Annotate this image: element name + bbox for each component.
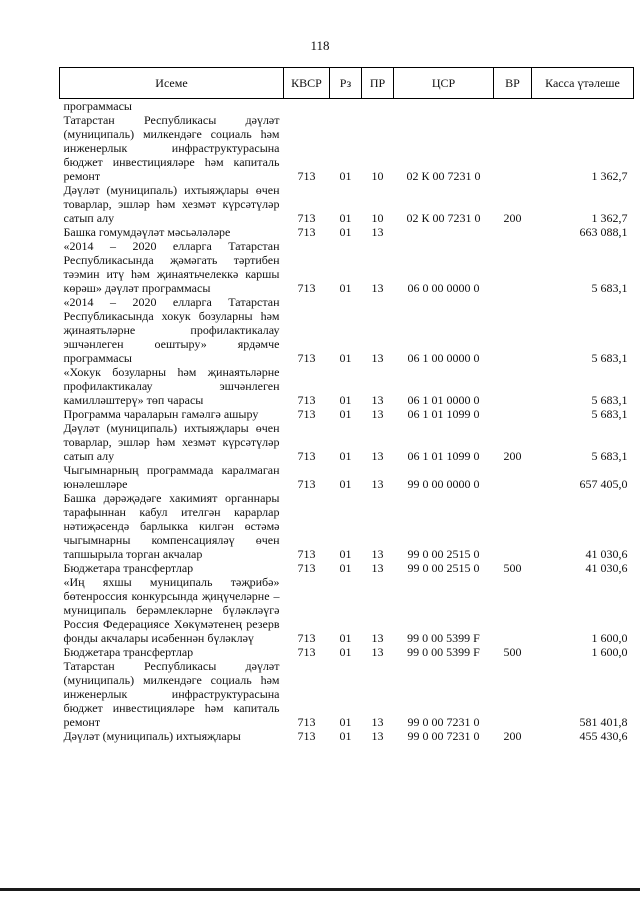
cell-pr bbox=[362, 99, 394, 114]
cell-csr: 06 0 00 0000 0 bbox=[407, 281, 480, 295]
cell-pr: 13 bbox=[371, 547, 384, 561]
table-header-row bbox=[60, 68, 634, 99]
table-row bbox=[60, 239, 634, 295]
cell-csr bbox=[394, 99, 494, 114]
cell-name: Дәүләт (муниципаль) ихтыяҗлары өчен товарлар, эшләр һәм хезмәт күрсәтүләр сатып алу bbox=[63, 183, 280, 225]
cell-csr: 06 1 01 1099 0 bbox=[407, 407, 480, 421]
cell-amount: 1 362,7 bbox=[591, 169, 628, 183]
table-row bbox=[60, 407, 634, 421]
cell-csr bbox=[394, 225, 494, 239]
cell-amount: 1 362,7 bbox=[591, 211, 628, 225]
cell-rz: 01 bbox=[339, 645, 352, 659]
cell-rz: 01 bbox=[339, 561, 352, 575]
cell-csr: 02 К 00 7231 0 bbox=[406, 169, 481, 183]
cell-pr: 13 bbox=[371, 407, 384, 421]
cell-rz: 01 bbox=[339, 407, 352, 421]
table-row bbox=[60, 729, 634, 743]
cell-csr: 99 0 00 5399 F bbox=[407, 645, 480, 659]
cell-kvsr: 713 bbox=[297, 449, 316, 463]
header-kvsr: КВСР bbox=[284, 68, 330, 99]
cell-kvsr: 713 bbox=[297, 225, 316, 239]
cell-kvsr: 713 bbox=[297, 561, 316, 575]
cell-amount bbox=[532, 99, 634, 114]
table-row bbox=[60, 295, 634, 365]
cell-name: Бюджетара трансфертлар bbox=[63, 561, 194, 575]
cell-amount: 1 600,0 bbox=[591, 645, 628, 659]
cell-name: Дәүләт (муниципаль) ихтыяҗлары bbox=[63, 729, 241, 743]
cell-csr: 06 1 00 0000 0 bbox=[407, 351, 480, 365]
header-vr: ВР bbox=[494, 68, 532, 99]
cell-csr: 99 0 00 7231 0 bbox=[407, 715, 480, 729]
cell-pr: 13 bbox=[371, 393, 384, 407]
cell-pr: 13 bbox=[371, 645, 384, 659]
cell-pr: 13 bbox=[371, 281, 384, 295]
cell-kvsr: 713 bbox=[297, 477, 316, 491]
cell-pr: 13 bbox=[371, 225, 384, 239]
cell-name: «2014 – 2020 елларга Татарстан Республикасында җәмәгать тәртибен тәэмин итү һәм җинаятьчелеккә каршы көрәш» дәүләт программасы bbox=[63, 239, 280, 295]
cell-kvsr: 713 bbox=[297, 211, 316, 225]
cell-rz: 01 bbox=[339, 729, 352, 743]
cell-pr: 10 bbox=[371, 211, 384, 225]
cell-kvsr: 713 bbox=[297, 393, 316, 407]
cell-name: «Хокук бозуларны һәм җинаятьләрне профилактикалау эшчәнлеген камилләштерү» төп чарасы bbox=[63, 365, 280, 407]
cell-kvsr: 713 bbox=[297, 351, 316, 365]
cell-pr: 13 bbox=[371, 477, 384, 491]
cell-kvsr bbox=[284, 99, 330, 114]
cell-rz: 01 bbox=[339, 477, 352, 491]
cell-vr: 500 bbox=[503, 561, 522, 575]
table-row bbox=[60, 645, 634, 659]
cell-pr: 13 bbox=[371, 561, 384, 575]
cell-amount: 5 683,1 bbox=[591, 407, 628, 421]
table-row bbox=[60, 463, 634, 491]
cell-kvsr: 713 bbox=[297, 169, 316, 183]
cell-amount: 41 030,6 bbox=[585, 547, 628, 561]
cell-kvsr: 713 bbox=[297, 547, 316, 561]
cell-kvsr: 713 bbox=[297, 645, 316, 659]
cell-amount: 455 430,6 bbox=[579, 729, 628, 743]
cell-rz bbox=[330, 99, 362, 114]
cell-rz: 01 bbox=[339, 715, 352, 729]
cell-name: «2014 – 2020 елларга Татарстан Республикасында хокук бозуларны һәм җинаятьләрне профилактикалау эшчәнлеген оештыру» ярдәмче программасы bbox=[63, 295, 280, 365]
budget-table bbox=[59, 67, 634, 743]
cell-rz: 01 bbox=[339, 449, 352, 463]
cell-rz: 01 bbox=[339, 225, 352, 239]
cell-amount: 581 401,8 bbox=[579, 715, 628, 729]
header-rz: Рз bbox=[330, 68, 362, 99]
cell-kvsr: 713 bbox=[297, 281, 316, 295]
cell-vr: 500 bbox=[503, 645, 522, 659]
cell-rz: 01 bbox=[339, 351, 352, 365]
header-csr: ЦСР bbox=[394, 68, 494, 99]
cell-csr: 99 0 00 0000 0 bbox=[407, 477, 480, 491]
cell-pr: 13 bbox=[371, 729, 384, 743]
cell-name: «Иң яхшы муниципаль тәҗрибә» бөтенроссия конкурсында җиңүчеләрне – муниципаль берәмлекләрне бүләкләүгә Россия Федерациясе Хөкүмәтенең резерв фонды акчалары исәбеннән бүләкләү bbox=[63, 575, 280, 645]
cell-name: Татарстан Республикасы дәүләт (муниципаль) милкендәге социаль һәм инженерлык инфраструктурасына бюджет инвестицияләре һәм капиталь ремонт bbox=[63, 659, 280, 729]
table-row bbox=[60, 113, 634, 183]
cell-amount: 657 405,0 bbox=[579, 477, 628, 491]
cell-name: Бюджетара трансфертлар bbox=[63, 645, 194, 659]
cell-csr: 99 0 00 7231 0 bbox=[407, 729, 480, 743]
cell-name: Татарстан Республикасы дәүләт (муниципаль) милкендәге социаль һәм инженерлык инфраструктурасына бюджет инвестицияләре һәм капиталь ремонт bbox=[63, 113, 280, 183]
table-row bbox=[60, 365, 634, 407]
cell-kvsr: 713 bbox=[297, 407, 316, 421]
cell-rz: 01 bbox=[339, 169, 352, 183]
cell-vr bbox=[494, 575, 532, 645]
table-row bbox=[60, 659, 634, 729]
cell-vr bbox=[494, 365, 532, 407]
table-row bbox=[60, 561, 634, 575]
cell-rz: 01 bbox=[339, 631, 352, 645]
cell-rz: 01 bbox=[339, 547, 352, 561]
cell-amount: 1 600,0 bbox=[591, 631, 628, 645]
cell-name: программасы bbox=[63, 99, 132, 113]
table-row bbox=[60, 225, 634, 239]
table-row bbox=[60, 575, 634, 645]
cell-pr: 13 bbox=[371, 715, 384, 729]
header-pr: ПР bbox=[362, 68, 394, 99]
cell-vr bbox=[494, 407, 532, 421]
cell-vr: 200 bbox=[503, 449, 522, 463]
cell-pr: 13 bbox=[371, 351, 384, 365]
table-row bbox=[60, 99, 634, 114]
cell-pr: 13 bbox=[371, 449, 384, 463]
cell-vr bbox=[494, 659, 532, 729]
cell-name: Чыгымнарның программада каралмаган юнәлешләре bbox=[63, 463, 280, 491]
cell-vr bbox=[494, 463, 532, 491]
cell-name: Башка гомумдәүләт мәсьәләләре bbox=[63, 225, 231, 239]
header-amount: Касса үтәлеше bbox=[532, 68, 634, 99]
cell-vr: 200 bbox=[503, 211, 522, 225]
cell-csr: 06 1 01 0000 0 bbox=[407, 393, 480, 407]
cell-vr bbox=[494, 113, 532, 183]
cell-csr: 06 1 01 1099 0 bbox=[407, 449, 480, 463]
cell-csr: 99 0 00 2515 0 bbox=[407, 561, 480, 575]
table-row bbox=[60, 421, 634, 463]
cell-kvsr: 713 bbox=[297, 631, 316, 645]
cell-pr: 10 bbox=[371, 169, 384, 183]
cell-name: Башка дәрәҗәдәге хакимият органнары тарафыннан кабул ителгән карарлар нәтиҗәсендә барлыкка килгән өстәмә чыгымнарны компенсацияләү өчен тапшырыла торган акчалар bbox=[63, 491, 280, 561]
cell-vr: 200 bbox=[503, 729, 522, 743]
cell-amount: 5 683,1 bbox=[591, 393, 628, 407]
cell-amount: 5 683,1 bbox=[591, 449, 628, 463]
cell-kvsr: 713 bbox=[297, 715, 316, 729]
cell-vr bbox=[494, 239, 532, 295]
cell-rz: 01 bbox=[339, 281, 352, 295]
header-name: Исеме bbox=[60, 68, 284, 99]
cell-amount: 663 088,1 bbox=[579, 225, 628, 239]
cell-csr: 02 К 00 7231 0 bbox=[406, 211, 481, 225]
cell-rz: 01 bbox=[339, 393, 352, 407]
cell-vr bbox=[494, 295, 532, 365]
page-number: 118 bbox=[310, 38, 330, 53]
table-row bbox=[60, 183, 634, 225]
cell-amount: 5 683,1 bbox=[591, 281, 628, 295]
table-row bbox=[60, 491, 634, 561]
cell-vr bbox=[494, 225, 532, 239]
cell-vr bbox=[494, 491, 532, 561]
cell-amount: 5 683,1 bbox=[591, 351, 628, 365]
cell-vr bbox=[494, 99, 532, 114]
cell-kvsr: 713 bbox=[297, 729, 316, 743]
cell-rz: 01 bbox=[339, 211, 352, 225]
cell-csr: 99 0 00 5399 F bbox=[407, 631, 480, 645]
page-bottom-edge bbox=[0, 888, 640, 891]
cell-amount: 41 030,6 bbox=[585, 561, 628, 575]
cell-name: Дәүләт (муниципаль) ихтыяҗлары өчен товарлар, эшләр һәм хезмәт күрсәтүләр сатып алу bbox=[63, 421, 280, 463]
cell-csr: 99 0 00 2515 0 bbox=[407, 547, 480, 561]
cell-pr: 13 bbox=[371, 631, 384, 645]
cell-name: Программа чараларын гамәлгә ашыру bbox=[63, 407, 259, 421]
